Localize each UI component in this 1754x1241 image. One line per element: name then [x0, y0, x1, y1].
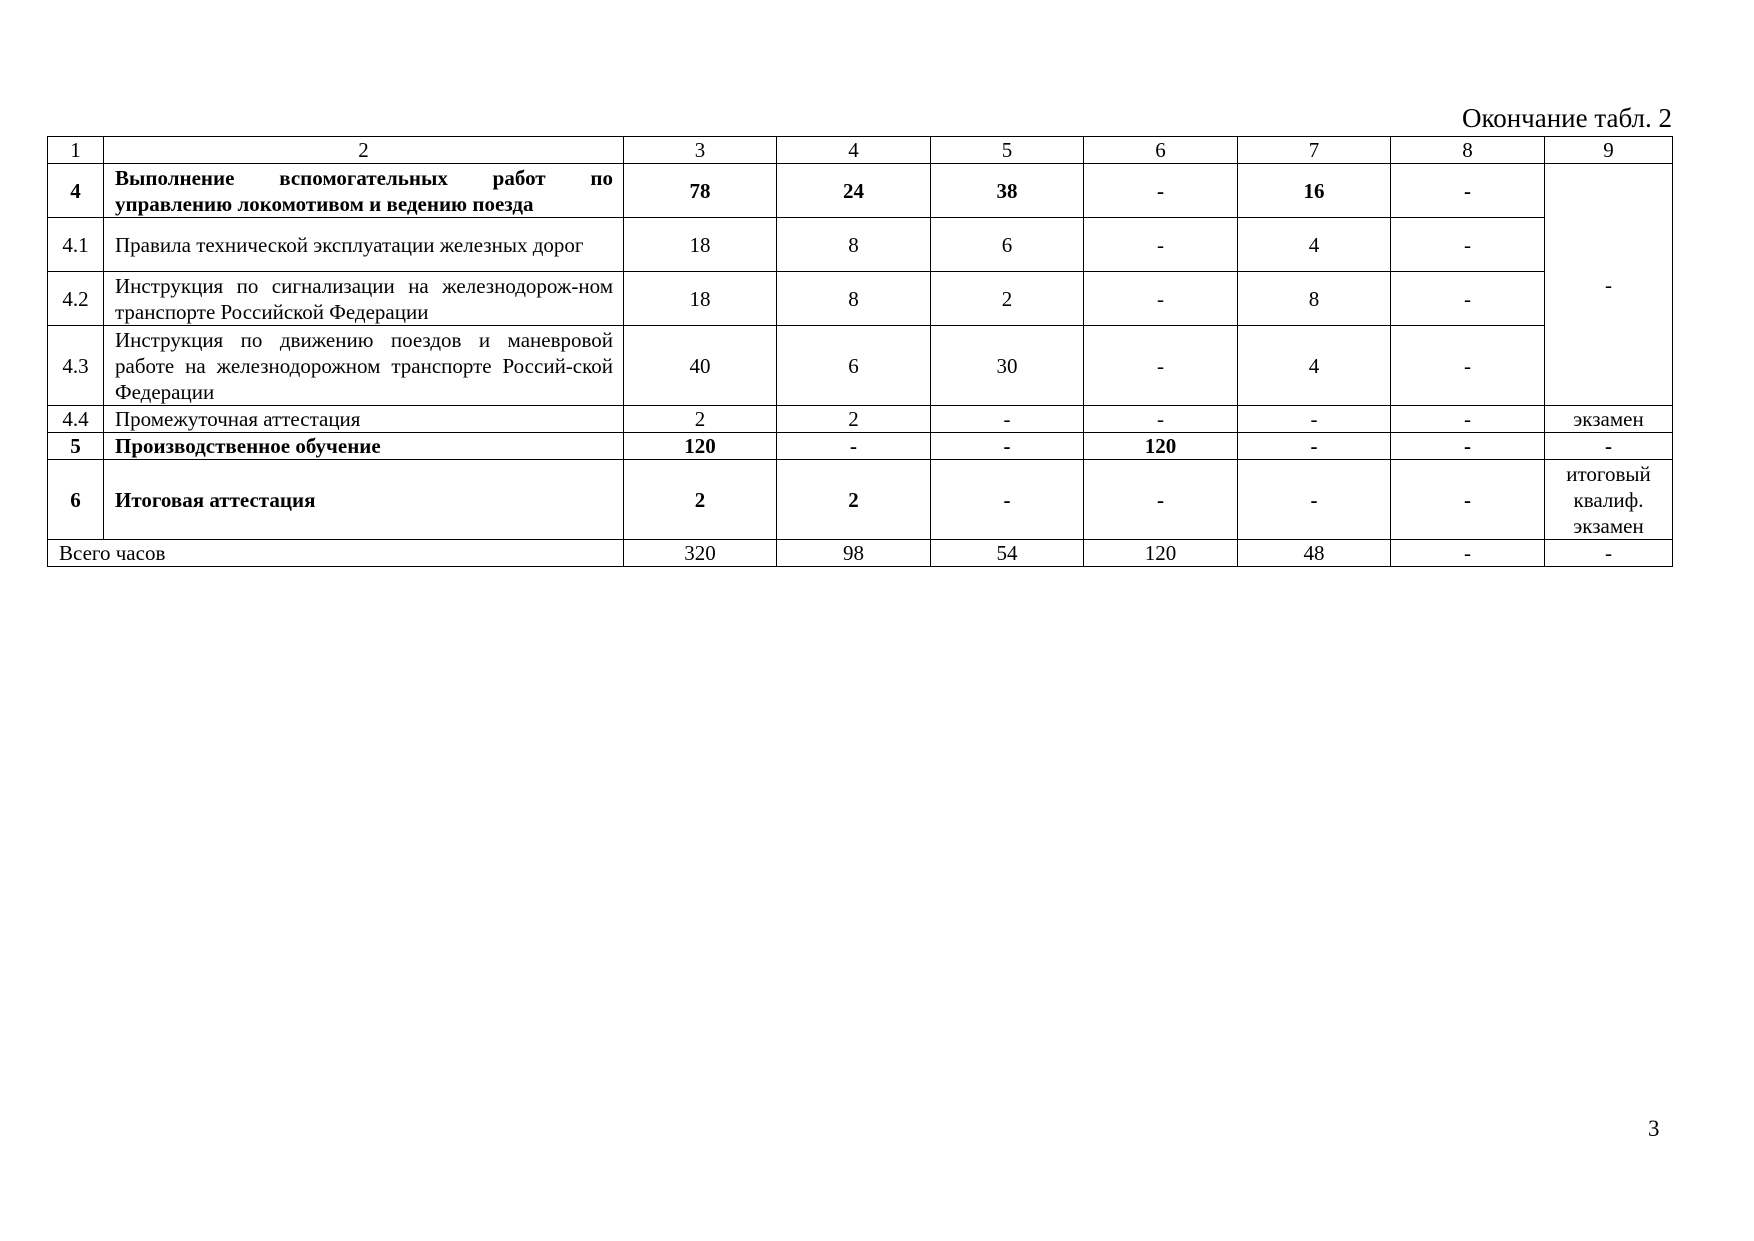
cell-col5: 38: [931, 164, 1084, 218]
cell-col9: экзамен: [1545, 406, 1673, 433]
header-cell: 5: [931, 137, 1084, 164]
cell-col3: 2: [624, 406, 777, 433]
cell-col4: 2: [777, 406, 931, 433]
cell-col7: 8: [1238, 272, 1391, 326]
table-row: [48, 433, 1673, 460]
cell-col4: 8: [777, 272, 931, 326]
cell-col5: -: [931, 433, 1084, 460]
row-number: 6: [48, 460, 104, 540]
cell-col7: -: [1238, 406, 1391, 433]
total-col6: 120: [1084, 540, 1238, 567]
cell-col8: -: [1391, 218, 1545, 272]
cell-col6: -: [1084, 406, 1238, 433]
col9-line: квалиф.: [1573, 487, 1644, 512]
cell-col7: 4: [1238, 326, 1391, 406]
total-row: [48, 540, 1673, 567]
cell-col8: -: [1391, 272, 1545, 326]
cell-col4: -: [777, 433, 931, 460]
cell-col3: 2: [624, 460, 777, 540]
cell-col7: 16: [1238, 164, 1391, 218]
cell-col3: 18: [624, 272, 777, 326]
cell-col3: 120: [624, 433, 777, 460]
cell-col7: -: [1238, 433, 1391, 460]
cell-col3: 18: [624, 218, 777, 272]
header-cell: 9: [1545, 137, 1673, 164]
cell-col5: 2: [931, 272, 1084, 326]
table-row: [48, 272, 1673, 326]
cell-col5: 30: [931, 326, 1084, 406]
row-number: 4.1: [48, 218, 104, 272]
cell-col4: 6: [777, 326, 931, 406]
total-col5: 54: [931, 540, 1084, 567]
col9-line: итоговый: [1566, 461, 1651, 486]
cell-col6: -: [1084, 272, 1238, 326]
table-row: [48, 164, 1673, 218]
cell-col5: 6: [931, 218, 1084, 272]
cell-col6: -: [1084, 460, 1238, 540]
header-cell: 4: [777, 137, 931, 164]
cell-col6: 120: [1084, 433, 1238, 460]
cell-col6: -: [1084, 326, 1238, 406]
col9-line: экзамен: [1573, 513, 1644, 538]
header-cell: 1: [48, 137, 104, 164]
cell-col8: -: [1391, 164, 1545, 218]
table-row: [48, 406, 1673, 433]
header-cell: 8: [1391, 137, 1545, 164]
cell-col9-merged: -: [1545, 164, 1673, 406]
total-col7: 48: [1238, 540, 1391, 567]
row-title: Производственное обучение: [104, 433, 624, 460]
cell-col4: 2: [777, 460, 931, 540]
header-cell: 2: [104, 137, 624, 164]
row-title: Правила технической эксплуатации железных дорог: [104, 218, 624, 272]
cell-col8: -: [1391, 433, 1545, 460]
cell-col3: 78: [624, 164, 777, 218]
header-cell: 7: [1238, 137, 1391, 164]
cell-col4: 24: [777, 164, 931, 218]
curriculum-table: [47, 136, 1673, 567]
total-col4: 98: [777, 540, 931, 567]
cell-col5: -: [931, 460, 1084, 540]
header-cell: 6: [1084, 137, 1238, 164]
total-col3: 320: [624, 540, 777, 567]
table-header-row: [48, 137, 1673, 164]
total-col8: -: [1391, 540, 1545, 567]
row-number: 4: [48, 164, 104, 218]
cell-col6: -: [1084, 164, 1238, 218]
row-title: Инструкция по движению поездов и маневровой работе на железнодорожном транспорте Россий-ской Федерации: [104, 326, 624, 406]
page-number: 3: [1648, 1116, 1660, 1141]
cell-col9: [1545, 460, 1673, 540]
table-caption: Окончание табл. 2: [1461, 103, 1672, 133]
table-row: [48, 218, 1673, 272]
cell-col7: 4: [1238, 218, 1391, 272]
row-number: 4.4: [48, 406, 104, 433]
cell-col6: -: [1084, 218, 1238, 272]
cell-col4: 8: [777, 218, 931, 272]
total-col9: -: [1545, 540, 1673, 567]
table-row: [48, 460, 1673, 540]
row-number: 5: [48, 433, 104, 460]
cell-col8: -: [1391, 326, 1545, 406]
cell-col5: -: [931, 406, 1084, 433]
total-label: Всего часов: [48, 540, 624, 567]
row-title: Инструкция по сигнализации на железнодорож-ном транспорте Российской Федерации: [104, 272, 624, 326]
cell-col3: 40: [624, 326, 777, 406]
row-title: Промежуточная аттестация: [104, 406, 624, 433]
cell-col7: -: [1238, 460, 1391, 540]
row-title: Итоговая аттестация: [104, 460, 624, 540]
header-cell: 3: [624, 137, 777, 164]
row-number: 4.3: [48, 326, 104, 406]
row-title: Выполнение вспомогательных работ по управлению локомотивом и ведению поезда: [104, 164, 624, 218]
cell-col8: -: [1391, 406, 1545, 433]
cell-col8: -: [1391, 460, 1545, 540]
row-number: 4.2: [48, 272, 104, 326]
table-row: [48, 326, 1673, 406]
cell-col9: -: [1545, 433, 1673, 460]
